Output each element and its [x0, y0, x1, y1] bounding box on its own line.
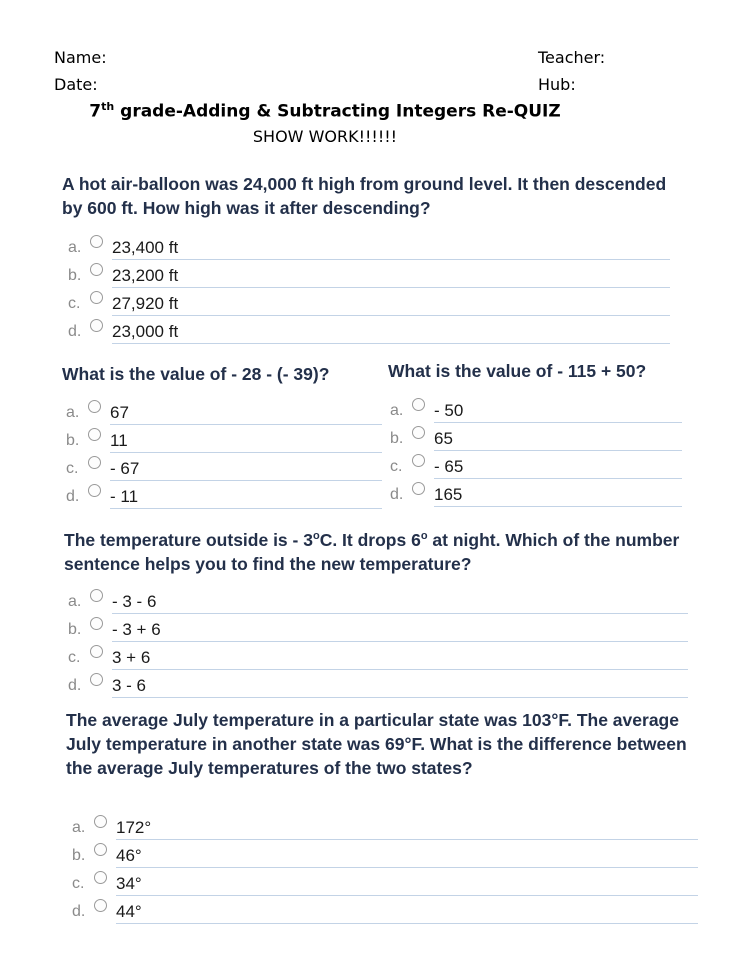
option-letter: d.: [66, 488, 80, 505]
question-1-options: [68, 233, 670, 345]
option-text: 23,400 ft: [112, 238, 179, 257]
answer-underline: [112, 669, 688, 670]
option-text: 172°: [116, 818, 152, 837]
radio-circle-icon[interactable]: [412, 426, 425, 439]
radio-circle-icon[interactable]: [90, 645, 103, 658]
degree-superscript: o: [420, 530, 428, 542]
option-text: - 65: [434, 457, 464, 476]
option-row[interactable]: [72, 897, 698, 925]
page-title: [0, 100, 650, 122]
option-row[interactable]: [68, 233, 670, 261]
question-1-text: A hot air-balloon was 24,000 ft high from ground level. It then descended by 600 ft. How high was it after descending?: [62, 174, 667, 218]
degree-superscript: o: [312, 530, 320, 542]
option-letter: c.: [72, 875, 85, 892]
radio-circle-icon[interactable]: [412, 454, 425, 467]
option-letter: a.: [68, 593, 82, 610]
option-row[interactable]: [66, 482, 382, 510]
option-row[interactable]: [390, 452, 682, 480]
radio-circle-icon[interactable]: [90, 319, 103, 332]
option-letter: c.: [66, 460, 79, 477]
option-text: 11: [110, 431, 128, 450]
option-letter: a.: [72, 819, 86, 836]
option-row[interactable]: [390, 424, 682, 452]
option-row[interactable]: [72, 869, 698, 897]
question-4-options: [68, 587, 688, 699]
option-text: 46°: [116, 846, 142, 865]
answer-underline: [112, 343, 670, 344]
question-2-options: [66, 398, 382, 510]
option-text: - 3 - 6: [112, 592, 157, 611]
option-letter: b.: [390, 430, 404, 447]
page-subtitle: SHOW WORK!!!!!!: [252, 127, 398, 146]
title-superscript: th: [101, 100, 115, 113]
option-text: 23,000 ft: [112, 322, 179, 341]
q4-text-part-c: at night. Which of the number sentence helps you to find the new temperature?: [64, 529, 680, 574]
question-2-text: What is the value of - 28 - (- 39)?: [62, 364, 330, 384]
answer-underline: [112, 259, 670, 260]
radio-circle-icon[interactable]: [90, 617, 103, 630]
answer-underline: [110, 480, 382, 481]
radio-circle-icon[interactable]: [88, 484, 101, 497]
title-grade: 7: [89, 101, 102, 122]
name-label: Name:: [54, 48, 107, 67]
q4-text-part-b: C. It drops 6: [319, 529, 421, 550]
answer-underline: [116, 839, 698, 840]
option-row[interactable]: [66, 426, 382, 454]
answer-underline: [434, 422, 682, 423]
option-row[interactable]: [66, 454, 382, 482]
question-4-text: [64, 524, 684, 576]
option-row[interactable]: [68, 261, 670, 289]
option-letter: a.: [68, 239, 82, 256]
radio-circle-icon[interactable]: [88, 400, 101, 413]
answer-underline: [116, 923, 698, 924]
answer-underline: [110, 424, 382, 425]
option-text: 23,200 ft: [112, 266, 179, 285]
radio-circle-icon[interactable]: [90, 673, 103, 686]
answer-underline: [434, 478, 682, 479]
answer-underline: [112, 613, 688, 614]
option-row[interactable]: [68, 643, 688, 671]
option-text: 3 - 6: [112, 676, 147, 695]
option-row[interactable]: [72, 813, 698, 841]
option-letter: b.: [66, 432, 80, 449]
answer-underline: [112, 287, 670, 288]
option-letter: d.: [72, 903, 86, 920]
question-5-text: The average July temperature in a particular state was 103°F. The average July temperature in another state was 69°F. What is the difference between the average July temperatures of the two states?: [66, 710, 687, 778]
answer-underline: [116, 867, 698, 868]
option-text: - 11: [110, 487, 139, 506]
answer-underline: [112, 641, 688, 642]
option-text: 67: [110, 403, 129, 422]
radio-circle-icon[interactable]: [90, 589, 103, 602]
teacher-label: Teacher:: [538, 48, 606, 67]
question-3-text: What is the value of - 115 + 50?: [388, 361, 647, 381]
option-letter: b.: [68, 621, 82, 638]
answer-underline: [116, 895, 698, 896]
answer-underline: [434, 450, 682, 451]
radio-circle-icon[interactable]: [412, 398, 425, 411]
title-rest: grade-Adding & Subtracting Integers Re-QUIZ: [114, 101, 561, 122]
option-row[interactable]: [68, 317, 670, 345]
option-text: 44°: [116, 902, 142, 921]
answer-underline: [112, 315, 670, 316]
option-letter: c.: [390, 458, 403, 475]
radio-circle-icon[interactable]: [94, 871, 107, 884]
radio-circle-icon[interactable]: [90, 263, 103, 276]
option-row[interactable]: [390, 396, 682, 424]
radio-circle-icon[interactable]: [94, 815, 107, 828]
question-3-options: [390, 396, 682, 508]
option-text: 3 + 6: [112, 648, 151, 667]
option-row[interactable]: [68, 671, 688, 699]
q4-text-part-a: The temperature outside is - 3: [64, 529, 313, 550]
option-text: - 67: [110, 459, 140, 478]
radio-circle-icon[interactable]: [94, 899, 107, 912]
option-row[interactable]: [68, 289, 670, 317]
option-text: 34°: [116, 874, 142, 893]
answer-underline: [112, 697, 688, 698]
option-row[interactable]: [72, 841, 698, 869]
date-label: Date:: [54, 75, 98, 94]
option-letter: b.: [72, 847, 86, 864]
radio-circle-icon[interactable]: [94, 843, 107, 856]
option-letter: a.: [390, 402, 404, 419]
option-text: 27,920 ft: [112, 294, 179, 313]
option-row[interactable]: [390, 480, 682, 508]
option-row[interactable]: [66, 398, 382, 426]
answer-underline: [110, 452, 382, 453]
radio-circle-icon[interactable]: [88, 428, 101, 441]
option-letter: a.: [66, 404, 80, 421]
option-letter: c.: [68, 649, 81, 666]
option-letter: c.: [68, 295, 81, 312]
radio-circle-icon[interactable]: [90, 235, 103, 248]
question-5-options: [72, 813, 698, 925]
answer-underline: [434, 506, 682, 507]
option-row[interactable]: [68, 615, 688, 643]
option-letter: b.: [68, 267, 82, 284]
option-text: 165: [434, 485, 463, 504]
option-text: - 3 + 6: [112, 620, 161, 639]
option-text: 65: [434, 429, 453, 448]
option-letter: d.: [390, 486, 404, 503]
radio-circle-icon[interactable]: [90, 291, 103, 304]
answer-underline: [110, 508, 382, 509]
option-text: - 50: [434, 401, 464, 420]
option-letter: d.: [68, 323, 82, 340]
hub-label: Hub:: [538, 75, 576, 94]
radio-circle-icon[interactable]: [88, 456, 101, 469]
option-row[interactable]: [68, 587, 688, 615]
option-letter: d.: [68, 677, 82, 694]
radio-circle-icon[interactable]: [412, 482, 425, 495]
